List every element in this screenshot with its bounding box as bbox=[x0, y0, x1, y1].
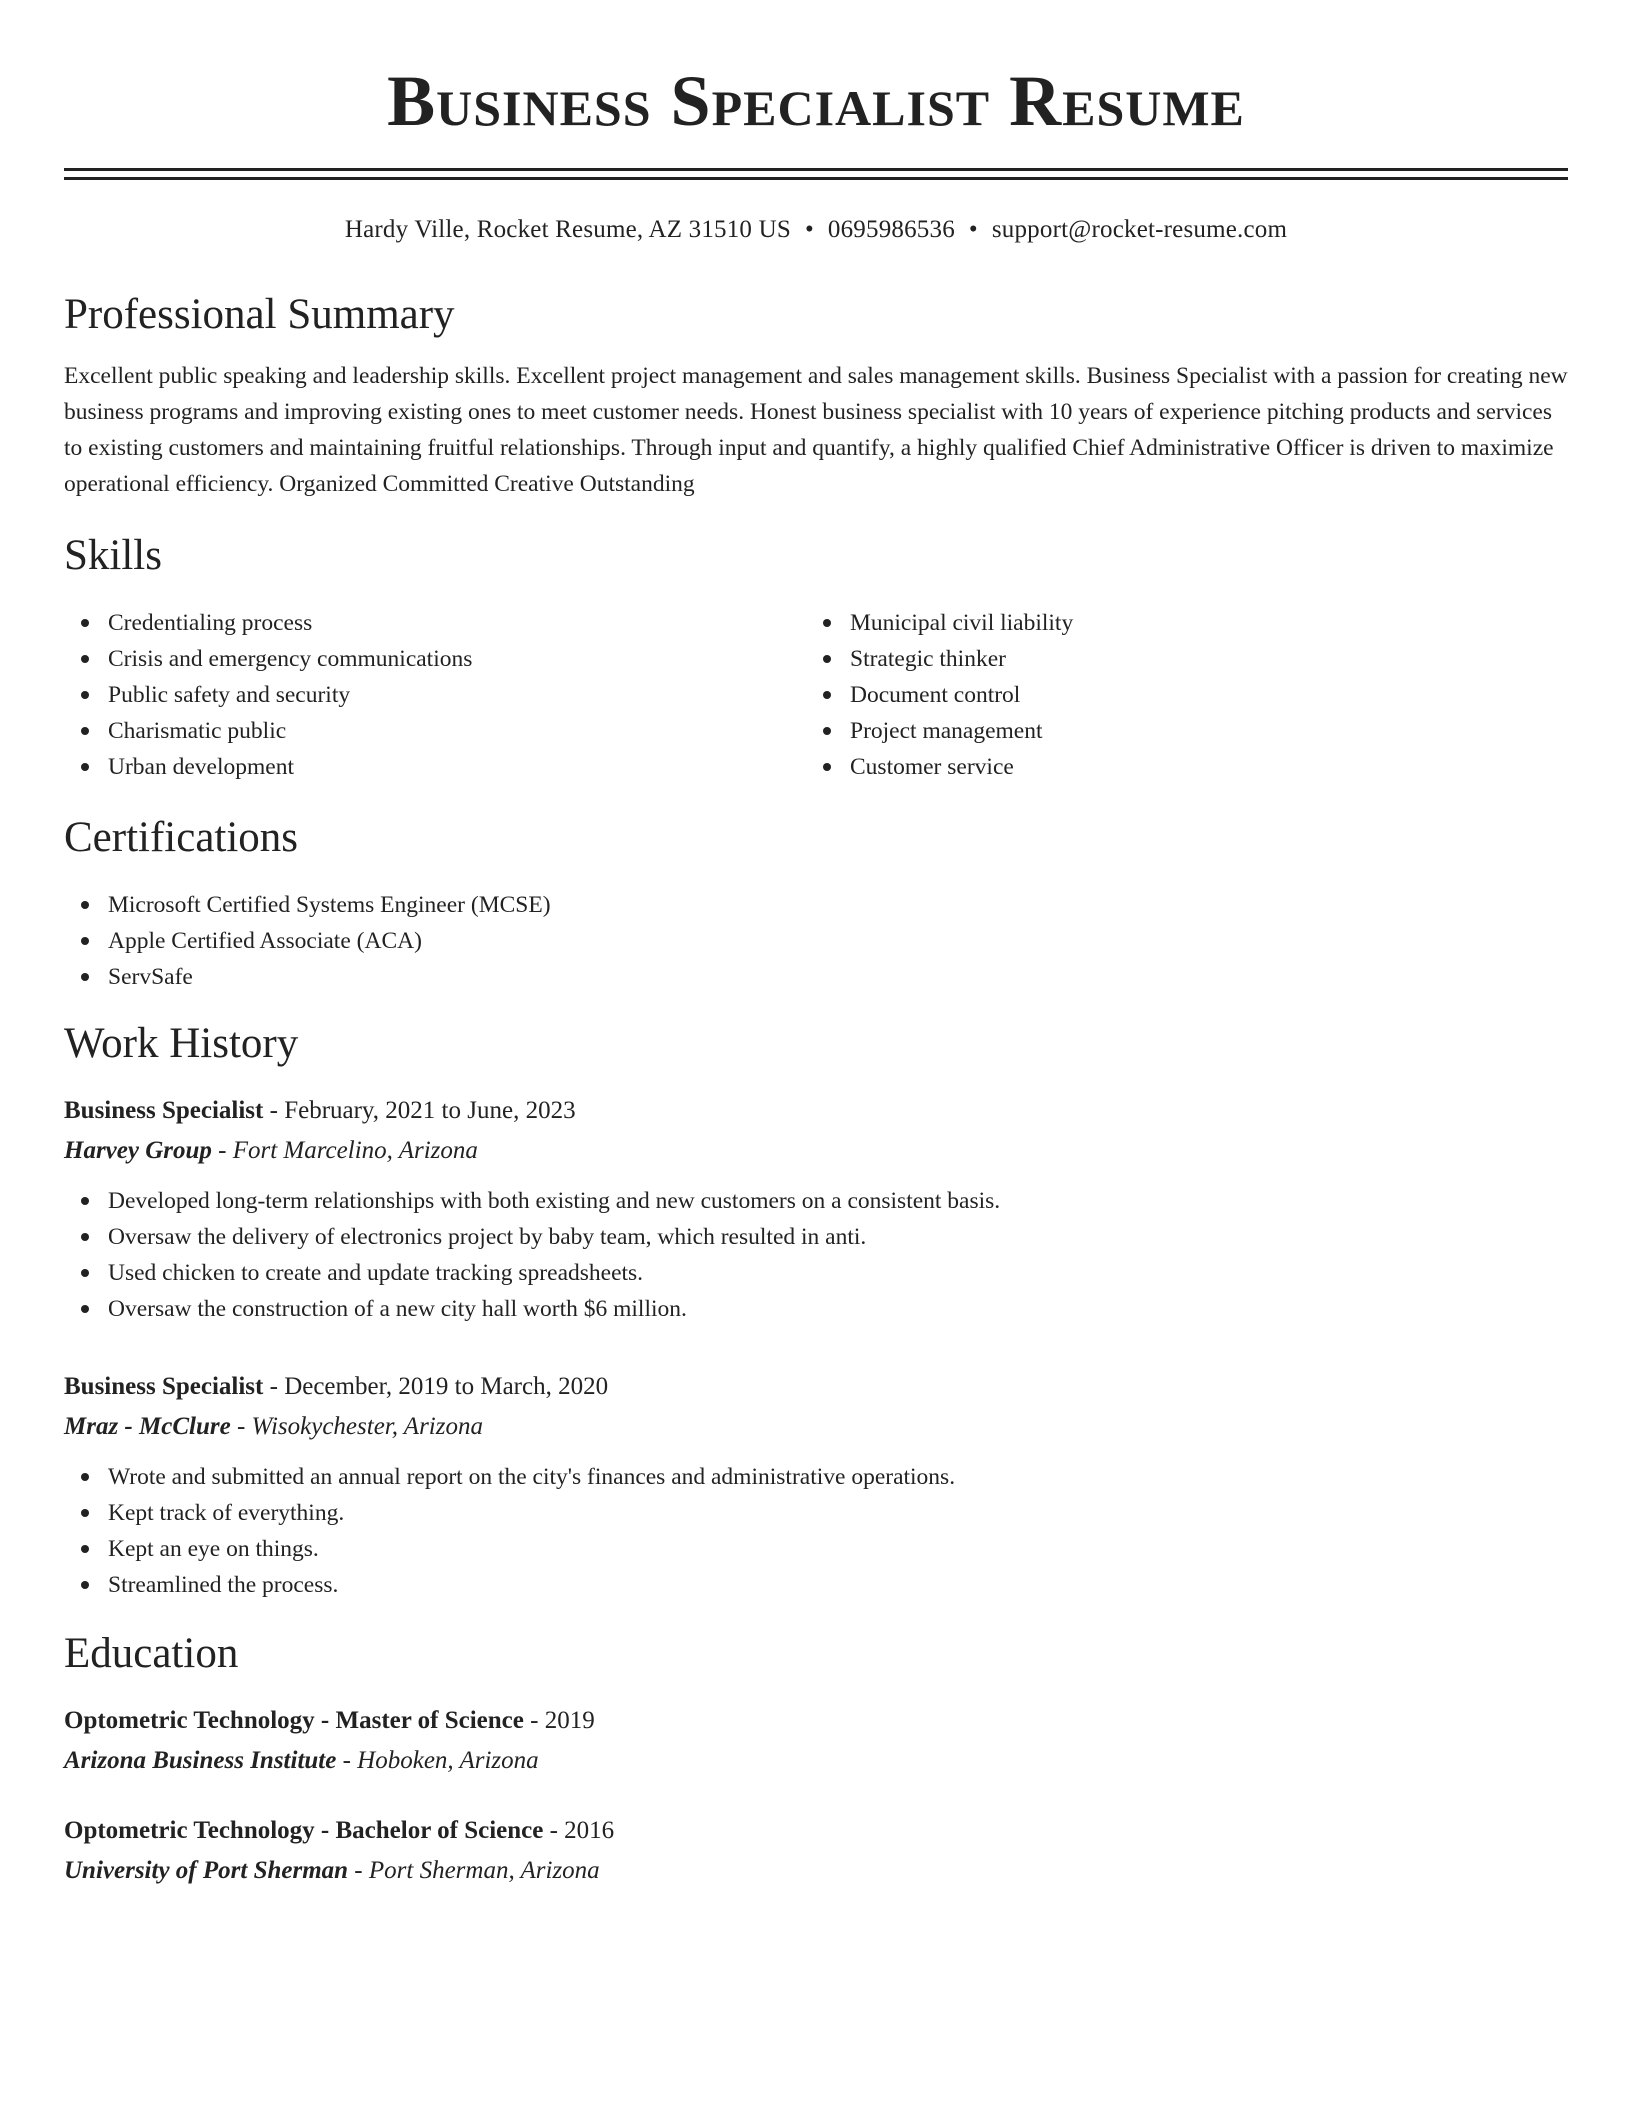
certifications-heading: Certifications bbox=[64, 814, 299, 861]
job-duty-item: Used chicken to create and update tracking spreadsheets. bbox=[64, 1255, 1568, 1291]
education-year: 2016 bbox=[564, 1817, 615, 1844]
education-year: 2019 bbox=[544, 1707, 595, 1734]
education-location: Port Sherman, Arizona bbox=[368, 1857, 600, 1884]
job-duty-item: Kept an eye on things. bbox=[64, 1531, 1568, 1567]
certifications-list bbox=[64, 887, 1568, 995]
job-location: Fort Marcelino, Arizona bbox=[232, 1137, 478, 1164]
job-dates: December, 2019 to March, 2020 bbox=[284, 1373, 609, 1400]
title-divider-bottom bbox=[64, 177, 1568, 180]
education-entry bbox=[64, 1811, 1568, 1891]
contact-separator: • bbox=[968, 216, 978, 243]
education-heading: Education bbox=[64, 1630, 239, 1677]
skills-column-left bbox=[64, 605, 806, 785]
job-duty-item: Streamlined the process. bbox=[64, 1567, 1568, 1603]
job-duty-item: Kept track of everything. bbox=[64, 1495, 1568, 1531]
skill-item: Credentialing process bbox=[64, 605, 806, 641]
job-title-line: Business Specialist - December, 2019 to March, 2020 bbox=[64, 1373, 609, 1400]
job-duty-item: Wrote and submitted an annual report on the city's finances and administrative operations. bbox=[64, 1459, 1568, 1495]
job-entry bbox=[64, 1367, 1568, 1603]
summary-heading: Professional Summary bbox=[64, 291, 455, 338]
education-school: Arizona Business Institute bbox=[64, 1747, 337, 1774]
skills-heading: Skills bbox=[64, 532, 162, 579]
job-duties-list bbox=[64, 1183, 1568, 1327]
contact-separator: • bbox=[804, 216, 814, 243]
skills-column-right bbox=[806, 605, 1548, 785]
resume-title: Business Specialist Resume bbox=[387, 61, 1245, 141]
job-company: Harvey Group bbox=[64, 1137, 212, 1164]
education-school: University of Port Sherman bbox=[64, 1857, 349, 1884]
contact-line bbox=[64, 214, 1568, 246]
job-entry bbox=[64, 1091, 1568, 1327]
job-duty-item: Oversaw the delivery of electronics project by baby team, which resulted in anti. bbox=[64, 1219, 1568, 1255]
contact-phone: 0695986536 bbox=[827, 216, 955, 243]
skill-item: Document control bbox=[806, 677, 1548, 713]
skill-item: Charismatic public bbox=[64, 713, 806, 749]
skill-item: Project management bbox=[806, 713, 1548, 749]
skills-list-left bbox=[64, 605, 806, 785]
certification-item: ServSafe bbox=[64, 959, 1568, 995]
job-dates: February, 2021 to June, 2023 bbox=[284, 1097, 576, 1124]
job-title: Business Specialist bbox=[64, 1373, 264, 1400]
contact-email: support@rocket-resume.com bbox=[991, 216, 1288, 243]
certification-item: Apple Certified Associate (ACA) bbox=[64, 923, 1568, 959]
job-title-line: Business Specialist - February, 2021 to June, 2023 bbox=[64, 1097, 576, 1124]
skill-item: Urban development bbox=[64, 749, 806, 785]
job-duty-item: Developed long-term relationships with both existing and new customers on a consistent basis. bbox=[64, 1183, 1568, 1219]
job-company: Mraz - McClure bbox=[64, 1413, 231, 1440]
education-school-line: Arizona Business Institute - Hoboken, Arizona bbox=[64, 1747, 539, 1774]
skill-item: Municipal civil liability bbox=[806, 605, 1548, 641]
skill-item: Crisis and emergency communications bbox=[64, 641, 806, 677]
job-duties-list bbox=[64, 1459, 1568, 1603]
education-degree-line: Optometric Technology - Master of Science - 2019 bbox=[64, 1707, 595, 1734]
summary-text: Excellent public speaking and leadership skills. Excellent project management and sales management skills. Business Specialist with a passion for creating new business programs and improving existing ones to meet customer needs. Honest business specialist with 10 years of experience pitching products and services to existing customers and maintaining fruitful relationships. Through input and quantify, a highly qualified Chief Administrative Officer is driven to maximize operational efficiency. Organized Committed Creative Outstanding bbox=[64, 363, 1568, 497]
contact-address: Hardy Ville, Rocket Resume, AZ 31510 US bbox=[344, 216, 791, 243]
education-school-line: University of Port Sherman - Port Sherman, Arizona bbox=[64, 1857, 600, 1884]
job-title: Business Specialist bbox=[64, 1097, 264, 1124]
education-entry bbox=[64, 1701, 1568, 1781]
education-degree-line: Optometric Technology - Bachelor of Science - 2016 bbox=[64, 1817, 615, 1844]
title-divider-top bbox=[64, 168, 1568, 171]
job-duty-item: Oversaw the construction of a new city hall worth $6 million. bbox=[64, 1291, 1568, 1327]
education-location: Hoboken, Arizona bbox=[357, 1747, 539, 1774]
job-location: Wisokychester, Arizona bbox=[251, 1413, 483, 1440]
skill-item: Strategic thinker bbox=[806, 641, 1548, 677]
job-employer-line: Harvey Group - Fort Marcelino, Arizona bbox=[64, 1137, 478, 1164]
education-degree: Optometric Technology - Bachelor of Science bbox=[64, 1817, 544, 1844]
skills-grid bbox=[64, 605, 1568, 785]
work-history-heading: Work History bbox=[64, 1020, 299, 1067]
skills-list-right bbox=[806, 605, 1548, 785]
education-degree: Optometric Technology - Master of Science bbox=[64, 1707, 524, 1734]
skill-item: Customer service bbox=[806, 749, 1548, 785]
job-employer-line: Mraz - McClure - Wisokychester, Arizona bbox=[64, 1413, 483, 1440]
skill-item: Public safety and security bbox=[64, 677, 806, 713]
certification-item: Microsoft Certified Systems Engineer (MCSE) bbox=[64, 887, 1568, 923]
